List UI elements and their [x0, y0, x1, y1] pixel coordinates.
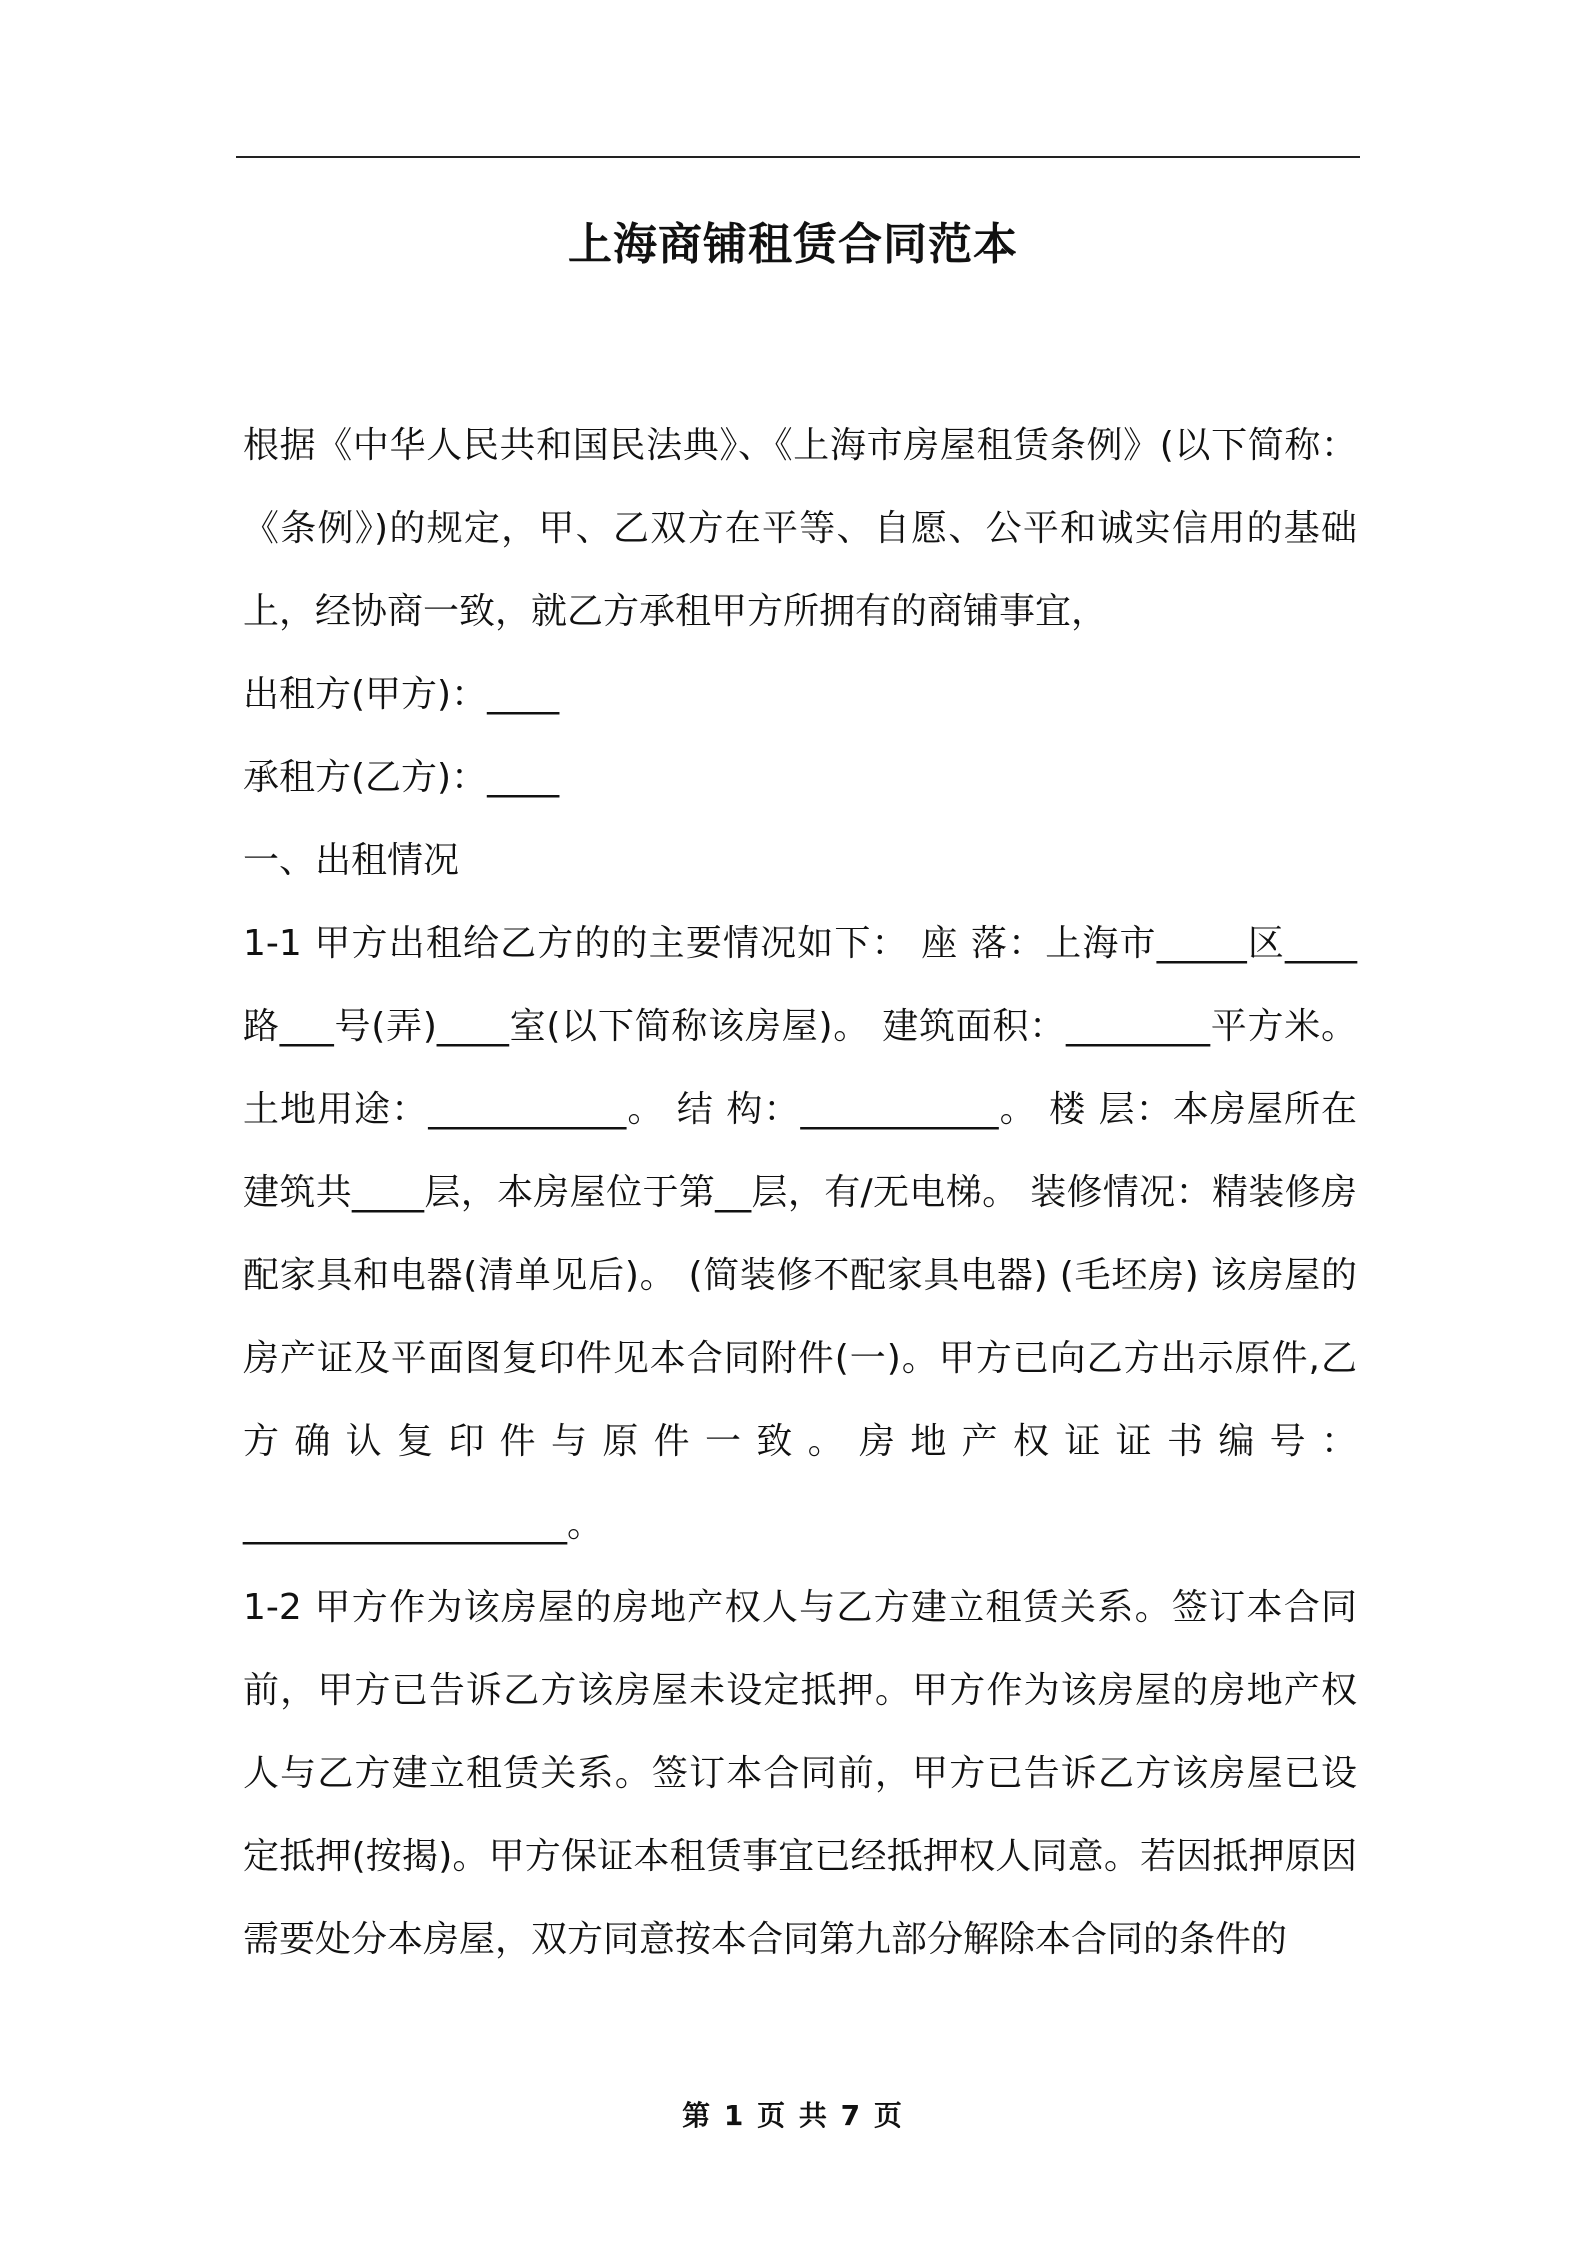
section-heading: 一、出租情况	[243, 840, 460, 881]
clause-1-2: 1-2 甲方作为该房屋的房地产权人与乙方建立租赁关系。签订本合同前，甲方已告诉乙方该房屋未设定抵押。甲方作为该房屋的房地产权人与乙方建立租赁关系。签订本合同前，甲方已告诉乙方该房屋已设定抵押(按揭)。甲方保证本租赁事宜已经抵押权人同意。若因抵押原因需要处分本房屋，双方同意按本合同第九部分解除本合同的条件的	[243, 1587, 1357, 1960]
page-number: 第 1 页 共 7 页	[682, 2099, 904, 2132]
header-divider	[236, 156, 1360, 158]
lessee-line: 承租方(乙方)：____	[243, 757, 560, 798]
clause-1-1: 1-1 甲方出租给乙方的的主要情况如下： 座 落：上海市_____区____路___号(弄)____室(以下简称该房屋)。 建筑面积：________平方米。 土地用途：___________。 结 构：___________。 楼 层：本房屋所在建筑共____层，本房屋位于第__层，有/无电梯。 装修情况：精装修房配家具和电器(清单见后)。 (简装修不配家具电器) (毛坯房) 该房屋的房产证及平面图复印件见本合同附件(一)。甲方已向乙方出示原件,乙方确认复印件与原件一致。房地产权证证书编号：__________________。	[243, 923, 1357, 1545]
preamble-paragraph: 根据《中华人民共和国民法典》、《上海市房屋租赁条例》(以下简称：《条例》)的规定，甲、乙双方在平等、自愿、公平和诚实信用的基础上，经协商一致，就乙方承租甲方所拥有的商铺事宜，	[243, 425, 1357, 632]
lessor-line: 出租方(甲方)：____	[243, 674, 560, 715]
document-body	[243, 404, 1357, 1981]
document-title: 上海商铺租赁合同范本	[568, 219, 1018, 270]
